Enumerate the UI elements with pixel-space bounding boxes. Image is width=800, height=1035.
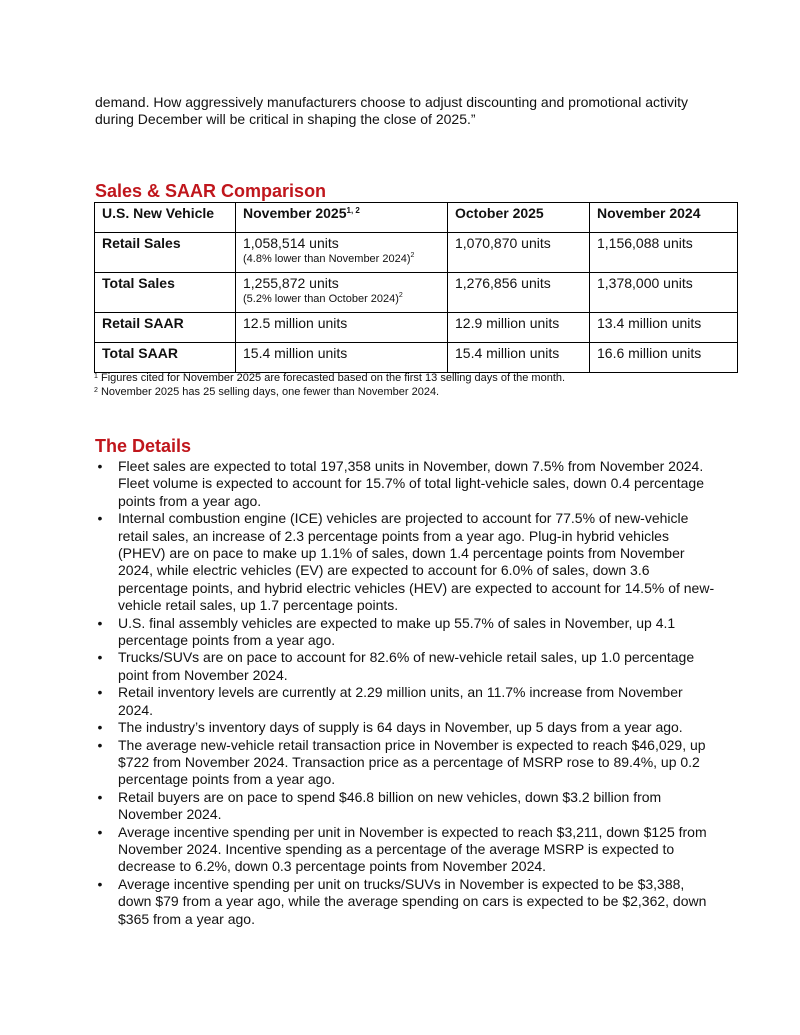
row-label: Retail Sales [95,233,236,273]
list-item [95,615,715,650]
footnote-mark: 1 [94,373,98,380]
cell-november-2024: 13.4 million units [590,313,738,343]
bullet-icon: • [97,649,103,666]
cell-november-2024: 1,156,088 units [590,233,738,273]
list-item [95,789,715,824]
cell-note-footnote-mark: 2 [398,292,403,299]
list-item-text: Average incentive spending per unit in November is expected to reach $3,211, down $125 from November 2024. Incentive spending as a percentage of the average MSRP is expected to decrease to 6.2%, down 0.3 percentage points from November 2024. [118,823,707,875]
cell-note-text: (5.2% lower than October 2024) [243,293,399,305]
footnote-mark: 2 [94,387,98,394]
header-november-2024: November 2024 [590,203,738,233]
bullet-icon: • [97,875,103,892]
cell-note-text: (4.8% lower than November 2024) [243,253,411,265]
footnote-text: Figures cited for November 2025 are forecasted based on the first 13 selling days of the month. [100,372,566,384]
header-october-2025: October 2025 [448,203,590,233]
intro-paragraph [95,94,715,128]
cell-note-footnote-mark: 2 [410,252,415,259]
cell-november-2024: 1,378,000 units [590,273,738,313]
header-november-2025-footnote-mark: 1, 2 [346,206,360,215]
list-item-text: Retail buyers are on pace to spend $46.8 billion on new vehicles, down $3.2 billion from November 2024. [118,788,662,823]
list-item [95,737,715,789]
bullet-icon: • [97,458,103,474]
bullet-icon: • [97,614,103,631]
list-item-text: The industry’s inventory days of supply is 64 days in November, up 5 days from a year ago. [118,719,683,736]
cell-november-2025: 15.4 million units [236,343,448,373]
sales-saar-table [94,202,738,373]
list-item-text: Internal combustion engine (ICE) vehicles are projected to account for 77.5% of new-vehicle retail sales, an increase of 2.3 percentage points from a year ago. Plug-in hybrid vehicles (PHEV) are on pace to make up 1.1% of sales, down 1.4 percentage points from November 2024, while electric vehicles (EV) are expected to account for 6.0% of sales, down 3.6 percentage points, and hybrid electric vehicles (HEV) are expected to account for 14.5% of new-vehicle retail sales, up 1.7 percentage points. [118,510,715,614]
cell-november-2025 [236,233,448,273]
list-item-text: Retail inventory levels are currently at 2.29 million units, an 11.7% increase from November 2024. [118,684,683,718]
cell-value: 1,255,872 units [243,275,339,291]
cell-november-2025: 12.5 million units [236,313,448,343]
bullet-icon: • [97,719,103,736]
list-item [95,649,715,684]
table-header-row [95,203,738,233]
list-item-text: Average incentive spending per unit on trucks/SUVs in November is expected to be $3,388, down $79 from a year ago, while the average spending on cars is expected to be $2,362, down $365 from a year ago. [118,875,707,927]
table-row [95,233,738,273]
list-item-text: Trucks/SUVs are on pace to account for 82.6% of new-vehicle retail sales, up 1.0 percentage point from November 2024. [118,649,695,683]
cell-note [243,292,440,306]
sales-saar-heading: Sales & SAAR Comparison [95,181,327,201]
cell-october-2025: 1,070,870 units [448,233,590,273]
intro-text: demand. How aggressively manufacturers choose to adjust discounting and promotional activity during December will be critical in shaping the close of 2025.” [95,94,688,127]
row-label: Retail SAAR [95,313,236,343]
bullet-icon: • [97,684,103,701]
bullet-icon: • [97,788,103,805]
row-label: Total SAAR [95,343,236,373]
list-item [95,684,715,719]
header-november-2025-label: November 2025 [243,205,347,221]
list-item [95,824,715,876]
bullet-icon: • [97,510,103,527]
header-us-new-vehicle: U.S. New Vehicle [95,203,236,233]
bullet-icon: • [97,823,103,840]
details-list [95,458,715,928]
details-heading: The Details [95,436,192,456]
bullet-icon: • [97,736,103,753]
list-item-text: The average new-vehicle retail transaction price in November is expected to reach $46,029, up $722 from November 2024. Transaction price as a percentage of MSRP rose to 89.4%, up 0.2 percentage points from a year ago. [118,736,706,788]
footnote [94,371,565,385]
cell-october-2025: 1,276,856 units [448,273,590,313]
cell-october-2025: 12.9 million units [448,313,590,343]
list-item-text: Fleet sales are expected to total 197,358 units in November, down 7.5% from November 2024. Fleet volume is expected to account for 15.7% of total light-vehicle sales, down 0.4 percentage points from a year ago. [118,458,705,509]
table-row [95,313,738,343]
cell-november-2024: 16.6 million units [590,343,738,373]
footnote [94,385,565,399]
cell-october-2025: 15.4 million units [448,343,590,373]
list-item [95,876,715,928]
row-label: Total Sales [95,273,236,313]
table-row [95,273,738,313]
list-item [95,719,715,736]
list-item [95,458,715,510]
footnote-text: November 2025 has 25 selling days, one fewer than November 2024. [100,386,440,398]
cell-value: 1,058,514 units [243,235,339,251]
cell-note [243,252,440,266]
table-footnotes [94,371,565,399]
header-november-2025 [236,203,448,233]
list-item-text: U.S. final assembly vehicles are expected to make up 55.7% of sales in November, up 4.1 percentage points from a year ago. [118,614,676,649]
list-item [95,510,715,614]
cell-november-2025 [236,273,448,313]
table-row [95,343,738,373]
